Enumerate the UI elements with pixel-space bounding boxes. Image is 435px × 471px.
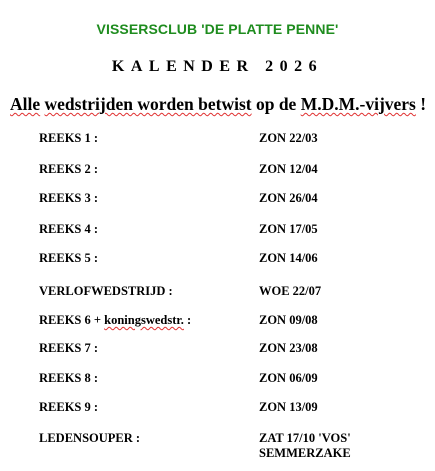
event-label: REEKS 4 : bbox=[39, 222, 99, 236]
event-date bbox=[259, 431, 351, 461]
event-label: REEKS 1 : bbox=[39, 131, 99, 145]
notice-part-1: Alle bbox=[10, 94, 41, 114]
event-date: ZON 23/08 bbox=[259, 341, 318, 355]
event-label: LEDENSOUPER : bbox=[39, 431, 141, 445]
event-date: ZON 22/03 bbox=[259, 131, 318, 145]
club-name: VISSERSCLUB 'DE PLATTE PENNE' bbox=[96, 21, 339, 37]
event-date: ZON 12/04 bbox=[259, 162, 318, 176]
event-date: ZON 17/05 bbox=[259, 222, 318, 236]
event-date-line: SEMMERZAKE bbox=[259, 446, 351, 460]
venue-notice bbox=[10, 94, 426, 115]
event-date: ZON 09/08 bbox=[259, 313, 318, 327]
label-part: REEKS 6 + bbox=[39, 313, 105, 327]
event-label: REEKS 5 : bbox=[39, 251, 99, 265]
event-date: ZON 13/09 bbox=[259, 400, 318, 414]
notice-part-6: ! bbox=[415, 94, 427, 114]
event-label bbox=[39, 313, 191, 328]
event-label: REEKS 9 : bbox=[39, 400, 99, 414]
event-label: REEKS 8 : bbox=[39, 371, 99, 385]
event-date: ZON 26/04 bbox=[259, 191, 318, 205]
label-part: : bbox=[183, 313, 192, 327]
event-date: ZON 06/09 bbox=[259, 371, 318, 385]
notice-part-5: M.D.M.-vijvers bbox=[300, 94, 416, 114]
label-part: koningswedstr. bbox=[104, 313, 184, 327]
event-date: ZON 14/06 bbox=[259, 251, 318, 265]
event-date-line: ZAT 17/10 'VOS' bbox=[259, 431, 351, 445]
event-date: WOE 22/07 bbox=[259, 284, 322, 298]
notice-part-4: op de bbox=[251, 94, 301, 114]
notice-part-3: wedstrijden worden betwist bbox=[44, 94, 252, 114]
calendar-title: KALENDER 2026 bbox=[111, 58, 324, 75]
event-label: REEKS 7 : bbox=[39, 341, 99, 355]
event-label: REEKS 3 : bbox=[39, 191, 99, 205]
event-label: VERLOFWEDSTRIJD : bbox=[39, 284, 173, 298]
event-label: REEKS 2 : bbox=[39, 162, 99, 176]
